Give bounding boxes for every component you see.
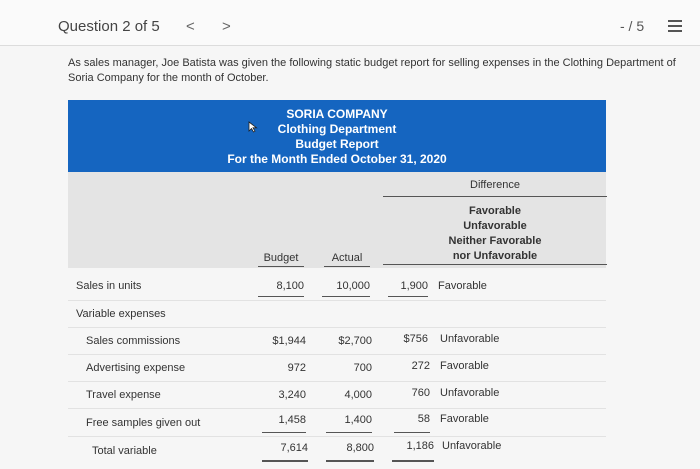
question-header bbox=[0, 0, 700, 46]
score-display: - / 5 bbox=[620, 18, 645, 34]
actual-header-rule bbox=[324, 266, 370, 267]
budget-cell: 8,100 bbox=[276, 280, 304, 292]
row-label: Sales commissions bbox=[86, 335, 181, 347]
row-separator bbox=[68, 354, 606, 355]
report-header bbox=[68, 100, 606, 172]
diff-sub-unfavorable: Unfavorable bbox=[463, 220, 527, 232]
actual-cell: 8,800 bbox=[346, 442, 374, 454]
cell-underline bbox=[322, 296, 370, 297]
diff-sub-favorable: Favorable bbox=[469, 205, 521, 217]
row-label: Sales in units bbox=[76, 280, 142, 292]
diff-sub-rule bbox=[383, 264, 607, 265]
status-cell: Unfavorable bbox=[440, 333, 500, 345]
cell-underline bbox=[388, 296, 428, 297]
difference-cell: 1,186 bbox=[406, 440, 434, 452]
budget-header-rule bbox=[258, 266, 304, 267]
status-cell: Unfavorable bbox=[440, 387, 500, 399]
status-cell: Favorable bbox=[440, 413, 489, 425]
difference-cell: $756 bbox=[403, 333, 428, 345]
row-separator bbox=[68, 408, 606, 409]
row-label: Free samples given out bbox=[86, 417, 201, 429]
problem-intro: As sales manager, Joe Batista was given the following static budget report for selling expenses in the Clothing Department of Soria Company for the month of October. bbox=[68, 57, 676, 84]
total-underline bbox=[392, 460, 434, 462]
row-separator bbox=[68, 300, 606, 301]
company-name: SORIA COMPANY bbox=[286, 107, 388, 121]
difference-heading: Difference bbox=[470, 179, 520, 191]
list-icon[interactable] bbox=[668, 20, 682, 32]
actual-cell: 4,000 bbox=[344, 389, 372, 401]
budget-cell: 1,458 bbox=[278, 414, 306, 426]
difference-cell: 1,900 bbox=[400, 280, 428, 292]
row-separator bbox=[68, 327, 606, 328]
diff-sub-neither: Neither Favorable bbox=[448, 235, 542, 247]
column-actual: Actual bbox=[331, 252, 363, 264]
difference-cell: 58 bbox=[417, 413, 430, 425]
row-label: Variable expenses bbox=[76, 308, 166, 320]
difference-cell: 760 bbox=[411, 387, 430, 399]
department-name: Clothing Department bbox=[277, 122, 397, 136]
cell-underline bbox=[262, 432, 306, 433]
row-label: Travel expense bbox=[86, 389, 161, 401]
total-underline bbox=[326, 460, 374, 462]
actual-cell: 10,000 bbox=[336, 280, 370, 292]
status-cell: Favorable bbox=[438, 280, 487, 292]
budget-cell: 972 bbox=[287, 362, 306, 374]
row-label: Total variable bbox=[92, 445, 157, 457]
row-label: Advertising expense bbox=[86, 362, 186, 374]
status-cell: Favorable bbox=[440, 360, 489, 372]
report-period: For the Month Ended October 31, 2020 bbox=[227, 152, 447, 166]
budget-cell: 7,614 bbox=[280, 442, 308, 454]
difference-cell: 272 bbox=[411, 360, 430, 372]
actual-cell: $2,700 bbox=[338, 335, 372, 347]
question-counter: Question 2 of 5 bbox=[58, 18, 160, 35]
budget-cell: 3,240 bbox=[278, 389, 306, 401]
cursor-icon bbox=[248, 121, 258, 133]
report-name: Budget Report bbox=[295, 137, 379, 151]
budget-cell: $1,944 bbox=[272, 335, 306, 347]
row-separator bbox=[68, 381, 606, 382]
chevron-left-icon[interactable]: < bbox=[186, 18, 195, 35]
difference-rule bbox=[383, 196, 607, 197]
column-budget: Budget bbox=[263, 252, 299, 264]
actual-cell: 700 bbox=[353, 362, 372, 374]
row-separator bbox=[68, 436, 606, 437]
cell-underline bbox=[258, 296, 304, 297]
status-cell: Unfavorable bbox=[442, 440, 502, 452]
cell-underline bbox=[326, 432, 372, 433]
total-underline bbox=[262, 460, 308, 462]
actual-cell: 1,400 bbox=[344, 414, 372, 426]
cell-underline bbox=[394, 432, 430, 433]
diff-sub-nor: nor Unfavorable bbox=[452, 250, 538, 262]
chevron-right-icon[interactable]: > bbox=[222, 18, 231, 35]
